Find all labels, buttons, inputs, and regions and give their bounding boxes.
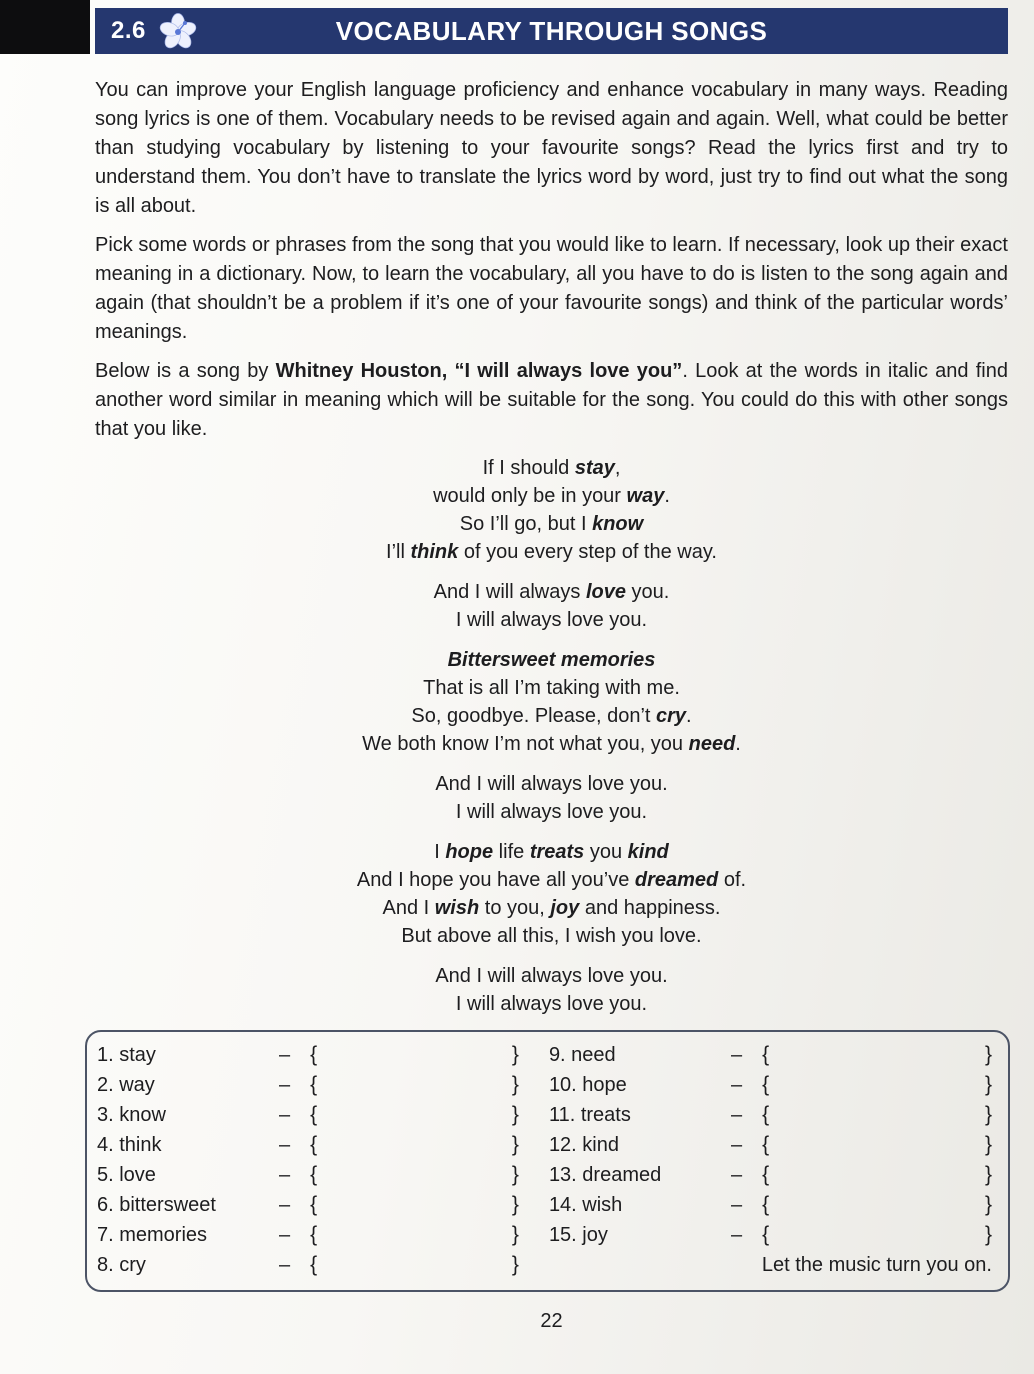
open-brace: { bbox=[762, 1073, 770, 1096]
open-brace: { bbox=[762, 1133, 770, 1156]
lyric-line bbox=[95, 482, 1008, 510]
text-segment: need bbox=[688, 733, 736, 755]
exercise-row bbox=[549, 1190, 992, 1220]
open-brace: { bbox=[762, 1193, 770, 1216]
lyric-line bbox=[95, 646, 1008, 674]
text-segment: to you, bbox=[479, 897, 551, 919]
page-title: VOCABULARY THROUGH SONGS bbox=[335, 15, 768, 46]
text-segment: Whitney Houston, “I will always love you” bbox=[275, 360, 683, 382]
exercise-word: 7. memories bbox=[97, 1224, 208, 1246]
open-brace: { bbox=[310, 1193, 318, 1216]
exercise-row bbox=[97, 1040, 519, 1070]
text-segment: wish bbox=[434, 897, 480, 919]
exercise-row bbox=[97, 1070, 519, 1100]
exercise-row bbox=[97, 1100, 519, 1130]
lyric-line bbox=[95, 454, 1008, 482]
exercise-word: 10. hope bbox=[548, 1074, 627, 1096]
text-segment: And I bbox=[382, 897, 435, 919]
exercise-word: 13. dreamed bbox=[548, 1164, 662, 1186]
text-segment: I will always love you. bbox=[455, 993, 648, 1015]
exercise-word: 5. love bbox=[97, 1164, 156, 1186]
text-segment: . bbox=[686, 705, 692, 727]
text-segment: That is all I’m taking with me. bbox=[423, 677, 680, 699]
header-left bbox=[105, 11, 198, 51]
dash: – bbox=[279, 1194, 291, 1216]
exercise-word: 1. stay bbox=[97, 1044, 156, 1066]
text-segment: you bbox=[584, 841, 628, 863]
exercise-word: 9. need bbox=[548, 1044, 616, 1066]
header-bar bbox=[95, 8, 1008, 54]
text-segment: way bbox=[626, 485, 665, 507]
dash: – bbox=[730, 1164, 743, 1186]
stanza bbox=[95, 770, 1008, 826]
close-brace: } bbox=[511, 1133, 519, 1156]
exercise-right-column bbox=[549, 1040, 992, 1280]
exercise-box bbox=[85, 1030, 1010, 1292]
text-segment: kind bbox=[627, 841, 669, 863]
text-segment: If I should bbox=[482, 457, 575, 479]
exercise-word: 14. wish bbox=[548, 1194, 623, 1216]
text-segment: I will always love you. bbox=[455, 801, 648, 823]
close-brace: } bbox=[511, 1073, 519, 1096]
text-segment: hope bbox=[445, 841, 494, 863]
text-segment: think bbox=[410, 541, 459, 563]
text-segment: So, goodbye. Please, don’t bbox=[411, 705, 657, 727]
close-brace: } bbox=[511, 1103, 519, 1126]
lyric-line bbox=[95, 730, 1008, 758]
text-segment: So I’ll go, but I bbox=[459, 513, 593, 535]
exercise-word: 12. kind bbox=[548, 1134, 619, 1156]
paragraph bbox=[95, 76, 1008, 221]
footer bbox=[95, 1310, 1008, 1333]
open-brace: { bbox=[310, 1073, 318, 1096]
lyric-line bbox=[95, 990, 1008, 1018]
text-segment: But above all this, I wish you love. bbox=[401, 925, 702, 947]
stanza bbox=[95, 646, 1008, 758]
exercise-word: 15. joy bbox=[548, 1224, 608, 1246]
dash: – bbox=[279, 1224, 291, 1246]
close-brace: } bbox=[984, 1223, 992, 1246]
exercise-left-column bbox=[97, 1040, 519, 1280]
close-brace: } bbox=[984, 1193, 992, 1216]
text-segment: . bbox=[664, 485, 670, 507]
open-brace: { bbox=[762, 1223, 770, 1246]
dash: – bbox=[730, 1104, 743, 1126]
dash: – bbox=[730, 1134, 743, 1156]
exercise-row bbox=[549, 1040, 992, 1070]
text-segment: you. bbox=[625, 581, 670, 603]
text-segment: And I will always love you. bbox=[435, 965, 668, 987]
dash: – bbox=[730, 1074, 743, 1096]
stanza bbox=[95, 838, 1008, 950]
dash: – bbox=[279, 1134, 291, 1156]
lyric-line bbox=[95, 510, 1008, 538]
open-brace: { bbox=[310, 1163, 318, 1186]
text-segment: I will always love you. bbox=[455, 609, 648, 631]
exercise-row bbox=[97, 1130, 519, 1160]
stanza bbox=[95, 962, 1008, 1018]
exercise-word: 2. way bbox=[97, 1074, 155, 1096]
open-brace: { bbox=[310, 1223, 318, 1246]
open-brace: { bbox=[762, 1163, 770, 1186]
lyric-line bbox=[95, 770, 1008, 798]
close-brace: } bbox=[511, 1253, 519, 1276]
text-segment: , bbox=[614, 457, 621, 479]
exercise-row bbox=[549, 1130, 992, 1160]
stanza bbox=[95, 454, 1008, 566]
close-brace: } bbox=[511, 1193, 519, 1216]
close-brace: } bbox=[511, 1223, 519, 1246]
exercise-word: 11. treats bbox=[548, 1104, 631, 1126]
text-segment: of. bbox=[718, 869, 747, 891]
lyric-line bbox=[95, 538, 1008, 566]
close-brace: } bbox=[984, 1163, 992, 1186]
text-segment: stay bbox=[574, 457, 615, 479]
intro-paragraphs bbox=[95, 76, 1008, 444]
lyric-line bbox=[95, 578, 1008, 606]
text-segment: would only be in your bbox=[433, 485, 627, 507]
text-segment: joy bbox=[550, 897, 580, 919]
text-segment: . bbox=[735, 733, 741, 755]
lyric-line bbox=[95, 798, 1008, 826]
text-segment: We both know I’m not what you, you bbox=[362, 733, 689, 755]
open-brace: { bbox=[310, 1103, 318, 1126]
text-segment: I’ll bbox=[386, 541, 411, 563]
stanza bbox=[95, 578, 1008, 634]
exercise-row bbox=[97, 1220, 519, 1250]
close-brace: } bbox=[984, 1043, 992, 1066]
exercise-row bbox=[549, 1220, 992, 1250]
open-brace: { bbox=[310, 1133, 318, 1156]
lyric-line bbox=[95, 606, 1008, 634]
text-segment: dreamed bbox=[634, 869, 719, 891]
content bbox=[95, 8, 1008, 1333]
dash: – bbox=[730, 1044, 743, 1066]
lyric-line bbox=[95, 702, 1008, 730]
text-segment: know bbox=[592, 513, 644, 535]
text-segment: And I hope you have all you’ve bbox=[356, 869, 635, 891]
exercise-word: 4. think bbox=[97, 1134, 162, 1156]
dash: – bbox=[730, 1194, 743, 1216]
lyric-line bbox=[95, 866, 1008, 894]
hibiscus-flower-icon bbox=[158, 11, 198, 51]
close-brace: } bbox=[984, 1133, 992, 1156]
dash: – bbox=[279, 1074, 291, 1096]
text-segment: You can improve your English language proficiency and enhance vocabulary in many ways. Reading song lyrics is one of them. Vocabulary needs to be revised again and again. Well, what could be better than studying vocabulary by listening to your favourite songs? Read the lyrics first and try to understand them. You don’t have to translate the lyrics word by word, just try to find out what the song is all about. bbox=[95, 79, 1008, 217]
open-brace: { bbox=[762, 1103, 770, 1126]
exercise-row bbox=[97, 1250, 519, 1280]
exercise-row bbox=[549, 1070, 992, 1100]
text-segment: . Look at the words in italic and find another word similar in meaning which will be suitable for the song. You could do this with other songs that you like. bbox=[95, 360, 1008, 440]
open-brace: { bbox=[762, 1043, 770, 1066]
exercise-word: 8. cry bbox=[97, 1254, 146, 1276]
text-segment: love bbox=[585, 581, 626, 603]
text-segment: And I will always bbox=[433, 581, 586, 603]
text-segment: treats bbox=[529, 841, 585, 863]
dash: – bbox=[279, 1044, 291, 1066]
dash: – bbox=[730, 1224, 743, 1246]
text-segment: Bittersweet memories bbox=[447, 649, 656, 671]
exercise-note: Let the music turn you on. bbox=[761, 1254, 992, 1276]
text-segment: of you every step of the way. bbox=[458, 541, 717, 563]
text-segment: Below is a song by bbox=[95, 360, 276, 382]
close-brace: } bbox=[984, 1073, 992, 1096]
page-number: 22 bbox=[540, 1310, 563, 1332]
scan-corner bbox=[0, 0, 90, 54]
lyrics bbox=[95, 454, 1008, 1018]
exercise-word: 6. bittersweet bbox=[97, 1194, 216, 1216]
text-segment: Pick some words or phrases from the song that you would like to learn. If necessary, look up their exact meaning in a dictionary. Now, to learn the vocabulary, all you have to do is listen to the song again and again (that shouldn’t be a problem if it’s one of your favourite songs) and think of the particular words’ meanings. bbox=[95, 234, 1008, 343]
close-brace: } bbox=[511, 1043, 519, 1066]
text-segment: I bbox=[434, 841, 446, 863]
close-brace: } bbox=[511, 1163, 519, 1186]
exercise-row bbox=[549, 1160, 992, 1190]
dash: – bbox=[279, 1104, 291, 1126]
lyric-line bbox=[95, 838, 1008, 866]
exercise-row bbox=[97, 1160, 519, 1190]
lyric-line bbox=[95, 922, 1008, 950]
text-segment: and happiness. bbox=[579, 897, 721, 919]
exercise-word: 3. know bbox=[97, 1104, 166, 1126]
exercise-row bbox=[97, 1190, 519, 1220]
lyric-line bbox=[95, 894, 1008, 922]
open-brace: { bbox=[310, 1043, 318, 1066]
paragraph bbox=[95, 357, 1008, 444]
text-segment: cry bbox=[656, 705, 687, 727]
lyric-line bbox=[95, 674, 1008, 702]
lyric-line bbox=[95, 962, 1008, 990]
dash: – bbox=[279, 1254, 291, 1276]
section-number: 2.6 bbox=[111, 17, 146, 44]
close-brace: } bbox=[984, 1103, 992, 1126]
exercise-row bbox=[549, 1100, 992, 1130]
dash: – bbox=[279, 1164, 291, 1186]
text-segment: life bbox=[493, 841, 530, 863]
text-segment: And I will always love you. bbox=[435, 773, 668, 795]
paragraph bbox=[95, 231, 1008, 347]
open-brace: { bbox=[310, 1253, 318, 1276]
